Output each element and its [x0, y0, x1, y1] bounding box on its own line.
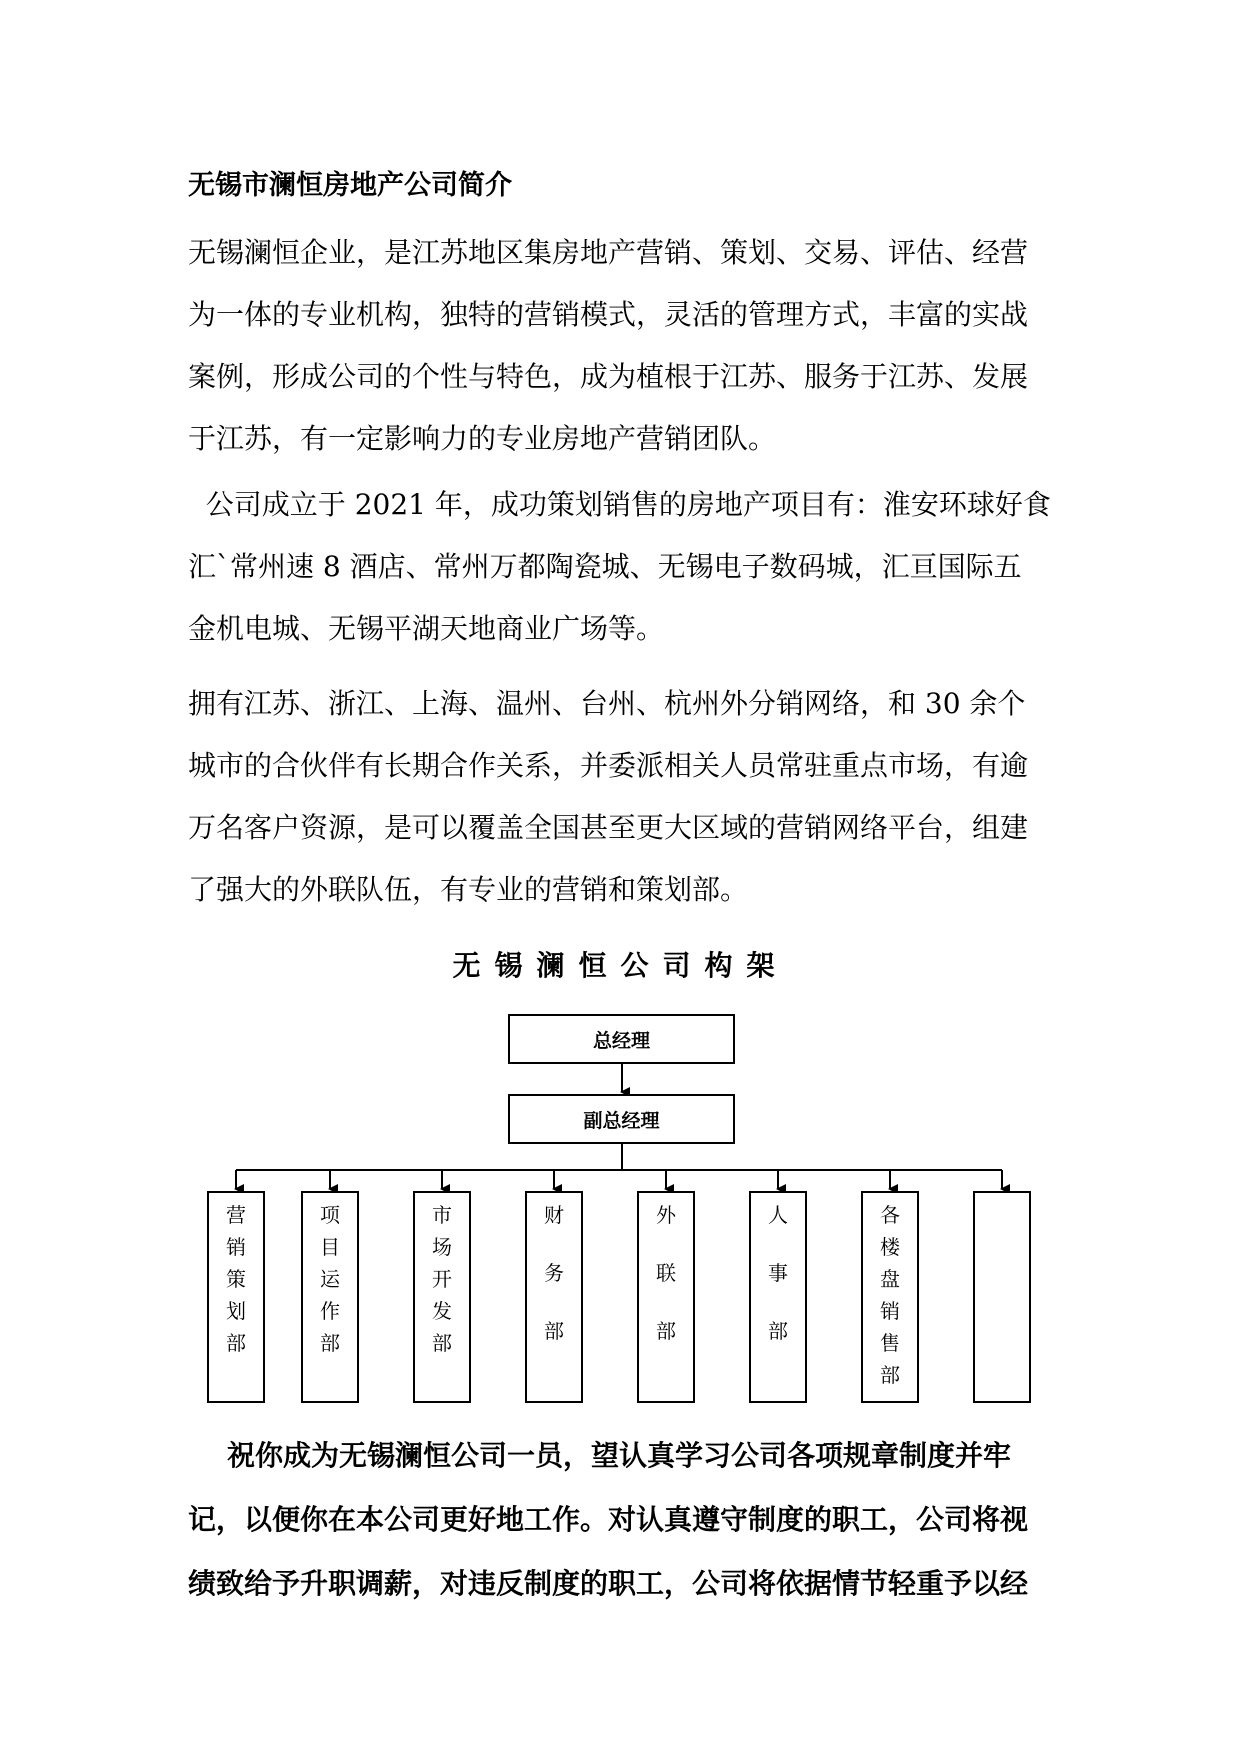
paragraph-line: 案例，形成公司的个性与特色，成为植根于江苏、服务于江苏、发展 — [188, 360, 1029, 393]
department-name: 人 事 部 — [768, 1203, 788, 1343]
paragraph-line: 了强大的外联队伍，有专业的营销和策划部。 — [188, 873, 749, 906]
paragraph-line: 于江苏，有一定影响力的专业房地产营销团队。 — [188, 422, 777, 455]
paragraph-line: 绩致给予升职调薪，对违反制度的职工，公司将依据情节轻重予以经 — [188, 1567, 1029, 1600]
closing-paragraph — [188, 1424, 1064, 1616]
paragraph-line: 祝你成为无锡澜恒公司一员，望认真学习公司各项规章制度并牢 — [188, 1439, 1011, 1472]
department-box — [525, 1191, 583, 1403]
department-box — [301, 1191, 359, 1403]
paragraph-line: 记，以便你在本公司更好地工作。对认真遵守制度的职工，公司将视 — [188, 1503, 1029, 1536]
paragraph-line: 城市的合伙伴有长期合作关系，并委派相关人员常驻重点市场，有逾 — [188, 749, 1029, 782]
paragraph-line: 为一体的专业机构，独特的营销模式，灵活的管理方式，丰富的实战 — [188, 298, 1029, 331]
general-manager-box: 总经理 — [508, 1014, 735, 1064]
org-chart-title: 无锡澜恒公司构架 — [452, 949, 789, 982]
department-box — [861, 1191, 919, 1403]
paragraph-line: 拥有江苏、浙江、上海、温州、台州、杭州外分销网络，和 30 余个 — [188, 687, 1026, 720]
department-box — [973, 1191, 1031, 1403]
department-name: 营 销 策 划 部 — [226, 1203, 246, 1355]
document-title: 无锡市澜恒房地产公司简介 — [188, 170, 512, 201]
paragraph-line: 金机电城、无锡平湖天地商业广场等。 — [188, 612, 665, 645]
department-name: 财 务 部 — [544, 1203, 564, 1343]
paragraph-line: 万名客户资源，是可以覆盖全国甚至更大区域的营销网络平台，组建 — [188, 811, 1029, 844]
department-name: 外 联 部 — [656, 1203, 676, 1343]
department-name: 项 目 运 作 部 — [320, 1203, 340, 1355]
deputy-general-manager-box: 副总经理 — [508, 1094, 735, 1144]
paragraph-line: 公司成立于 2021 年，成功策划销售的房地产项目有：淮安环球好食 — [188, 488, 1051, 521]
department-box — [207, 1191, 265, 1403]
paragraph-line: 无锡澜恒企业，是江苏地区集房地产营销、策划、交易、评估、经营 — [188, 236, 1029, 269]
department-box — [637, 1191, 695, 1403]
paragraph-line: 汇`常州速 8 酒店、常州万都陶瓷城、无锡电子数码城，汇亘国际五 — [188, 550, 1022, 583]
department-name: 各 楼 盘 销 售 部 — [880, 1203, 900, 1387]
department-box — [413, 1191, 471, 1403]
department-arrows — [236, 1170, 1002, 1189]
department-box — [749, 1191, 807, 1403]
department-name: 市 场 开 发 部 — [432, 1203, 452, 1355]
